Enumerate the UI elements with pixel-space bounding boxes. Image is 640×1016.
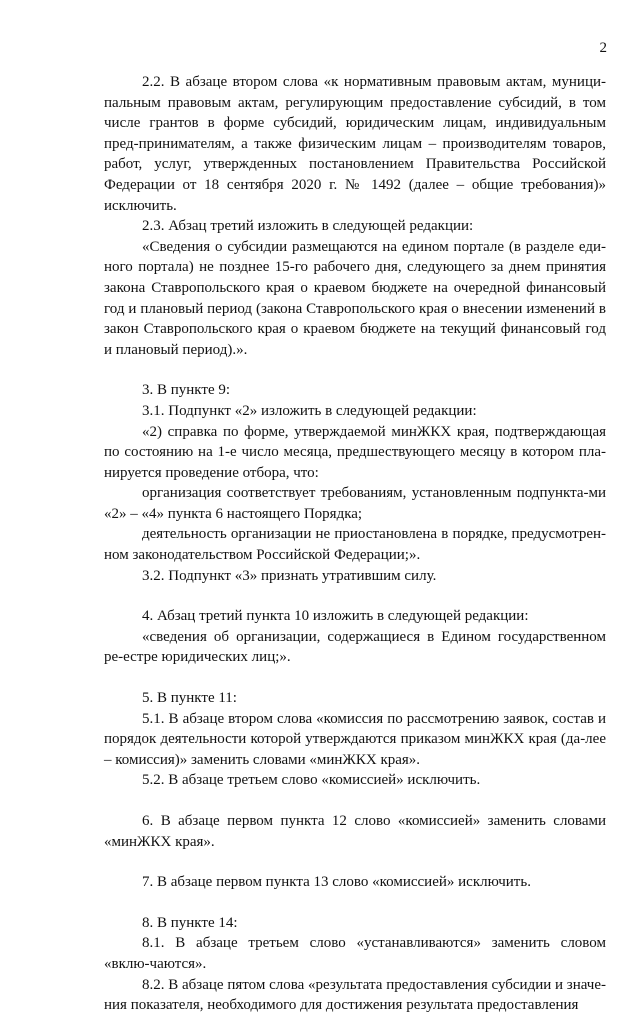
paragraph: 3.2. Подпункт «3» признать утратившим силу. <box>142 567 437 584</box>
paragraph: 5.1. В абзаце втором слова «комиссия по рассмотрению заявок, состав и порядок деятельности которой утверждаются приказом минЖКХ края (да-лее – комиссия)» заменить словами «минЖКХ края». <box>104 710 606 768</box>
paragraph: 3.1. Подпункт «2» изложить в следующей редакции: <box>142 402 477 419</box>
document-body <box>104 72 606 1016</box>
page-number: 2 <box>599 40 607 56</box>
paragraph: «сведения об организации, содержащиеся в Едином государственном ре-естре юридических лиц;». <box>104 628 606 666</box>
paragraph: 8.2. В абзаце пятом слова «результата предоставления субсидии и значе-ния показателя, необходимого для достижения результата предоставления <box>104 976 606 1014</box>
paragraph: «2) справка по форме, утверждаемой минЖКХ края, подтверждающая по состоянию на 1-е число месяца, предшествующего месяцу в котором пла-нируется проведение отбора, что: <box>104 423 606 481</box>
paragraph: организация соответствует требованиям, установленным подпункта-ми «2» – «4» пункта 6 настоящего Порядка; <box>104 485 606 522</box>
paragraph: 8. В пункте 14: <box>142 914 238 931</box>
paragraph: 2.3. Абзац третий изложить в следующей редакции: <box>142 218 474 235</box>
paragraph: деятельность организации не приостановлена в порядке, предусмотрен-ном законодательством Российской Федерации;». <box>104 526 606 564</box>
paragraph: 4. Абзац третий пункта 10 изложить в следующей редакции: <box>142 608 529 625</box>
paragraph: 2.2. В абзаце втором слова «к нормативным правовым актам, муници-пальным правовым актам, регулирующим предоставление субсидий, в том числе грантов в форме субсидий, юридическим лицам, индивидуальным пред-принимателям, а также физическим лицам – производителям товаров, работ, услуг, утвержденных постановлением Правительства Российской Федерации от 18 сентября 2020 г. № 1492 (далее – общие требования)» исключить. <box>104 74 606 214</box>
paragraph: 6. В абзаце первом пункта 12 слово «комиссией» заменить словами «минЖКХ края». <box>104 813 606 850</box>
paragraph: 8.1. В абзаце третьем слово «устанавливаются» заменить словом «вклю-чаются». <box>104 935 606 972</box>
paragraph: 5.2. В абзаце третьем слово «комиссией» исключить. <box>142 772 481 789</box>
paragraph: 5. В пункте 11: <box>142 690 237 707</box>
paragraph: 3. В пункте 9: <box>142 382 231 399</box>
paragraph: 7. В абзаце первом пункта 13 слово «комиссией» исключить. <box>142 874 531 891</box>
paragraph: «Сведения о субсидии размещаются на едином портале (в разделе еди-ного портала) не позднее 15-го рабочего дня, следующего за днем принятия закона Ставропольского края о краевом бюджете на очередной финансовый год и плановый период (закона Ставропольского края о внесении изменений в закон Ставропольского края о краевом бюджете на текущий финансовый год и плановый период).». <box>104 238 606 358</box>
